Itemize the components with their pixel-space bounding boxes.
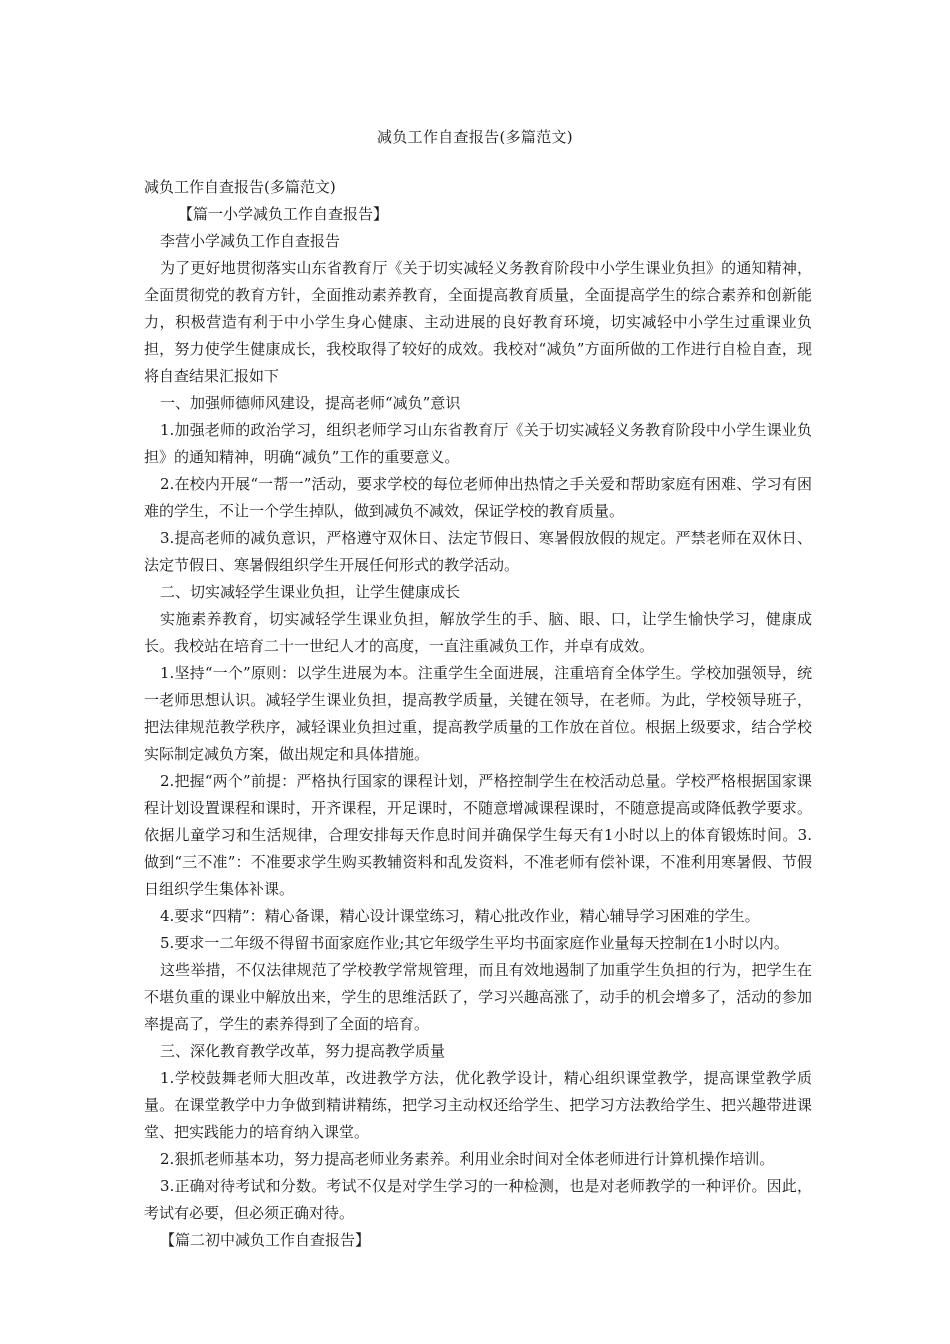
paragraph: 减负工作自查报告(多篇范文) — [144, 178, 336, 196]
paragraph: 三、深化教育教学改革，努力提高教学质量 — [160, 1042, 446, 1060]
paragraph: 3.提高老师的减负意识，严格遵守双休日、法定节假日、寒暑假放假的规定。严禁老师在双休日、法定节假日、寒暑假组织学生开展任何形式的教学活动。 — [144, 529, 812, 574]
paragraph: 这些举措，不仅法律规范了学校教学常规管理，而且有效地遏制了加重学生负担的行为，把学生在不堪负重的课业中解放出来，学生的思维活跃了，学习兴趣高涨了，动手的机会增多了，活动的参加率提高了，学生的素养得到了全面的培育。 — [144, 961, 812, 1033]
document-body — [144, 174, 812, 1254]
paragraph: 2.在校内开展“一帮一”活动，要求学校的每位老师伸出热情之手关爱和帮助家庭有困难、学习有困难的学生，不让一个学生掉队，做到减负不减效，保证学校的教育质量。 — [144, 475, 812, 520]
paragraph: 1.加强老师的政治学习，组织老师学习山东省教育厅《关于切实减轻义务教育阶段中小学生课业负担》的通知精神，明确“减负”工作的重要意义。 — [144, 421, 812, 466]
page-title: 减负工作自查报告(多篇范文) — [377, 128, 573, 146]
paragraph: 1.坚持“一个”原则：以学生进展为本。注重学生全面进展，注重培育全体学生。学校加强领导，统一老师思想认识。减轻学生课业负担，提高教学质量，关键在领导，在老师。为此，学校领导班子，把法律规范教学秩序，减轻课业负担过重，提高教学质量的工作放在首位。根据上级要求，结合学校实际制定减负方案，做出规定和具体措施。 — [144, 664, 812, 763]
paragraph: 实施素养教育，切实减轻学生课业负担，解放学生的手、脑、眼、口，让学生愉快学习，健康成长。我校站在培育二十一世纪人才的高度，一直注重减负工作，并卓有成效。 — [144, 610, 812, 655]
paragraph: 一、加强师德师风建设，提高老师“减负”意识 — [160, 394, 461, 412]
paragraph: 2.把握“两个”前提：严格执行国家的课程计划，严格控制学生在校活动总量。学校严格根据国家课程计划设置课程和课时，开齐课程，开足课时，不随意增减课程课时，不随意提高或降低教学要求。依据儿童学习和生活规律，合理安排每天作息时间并确保学生每天有1小时以上的体育锻炼时间。3.做到“三不准”：不准要求学生购买教辅资料和乱发资料，不准老师有偿补课，不准利用寒暑假、节假日组织学生集体补课。 — [144, 772, 812, 898]
paragraph: 5.要求一二年级不得留书面家庭作业;其它年级学生平均书面家庭作业量每天控制在1小时以内。 — [160, 934, 789, 952]
paragraph: 1.学校鼓舞老师大胆改革，改进教学方法，优化教学设计，精心组织课堂教学，提高课堂教学质量。在课堂教学中力争做到精讲精练，把学习主动权还给学生、把学习方法教给学生、把兴趣带进课堂、把实践能力的培育纳入课堂。 — [144, 1069, 812, 1141]
paragraph: 3.正确对待考试和分数。考试不仅是对学生学习的一种检测，也是对老师教学的一种评价。因此，考试有必要，但必须正确对待。 — [144, 1177, 812, 1222]
paragraph: 2.狠抓老师基本功，努力提高老师业务素养。利用业余时间对全体老师进行计算机操作培训。 — [160, 1150, 775, 1168]
paragraph: 【篇二初中减负工作自查报告】 — [160, 1231, 371, 1249]
paragraph: 为了更好地贯彻落实山东省教育厅《关于切实减轻义务教育阶段中小学生课业负担》的通知精神，全面贯彻党的教育方针，全面推动素养教育，全面提高教育质量，全面提高学生的综合素养和创新能力，积极营造有利于中小学生身心健康、主动进展的良好教育环境，切实减轻中小学生过重课业负担，努力使学生健康成长，我校取得了较好的成效。我校对“减负”方面所做的工作进行自检自查，现将自查结果汇报如下 — [144, 259, 812, 385]
paragraph: 二、切实减轻学生课业负担，让学生健康成长 — [160, 583, 461, 601]
paragraph: 4.要求“四精”：精心备课，精心设计课堂练习，精心批改作业，精心辅导学习困难的学生。 — [160, 907, 760, 925]
paragraph: 李营小学减负工作自查报告 — [160, 232, 341, 250]
paragraph: 【篇一小学减负工作自查报告】 — [178, 205, 389, 223]
